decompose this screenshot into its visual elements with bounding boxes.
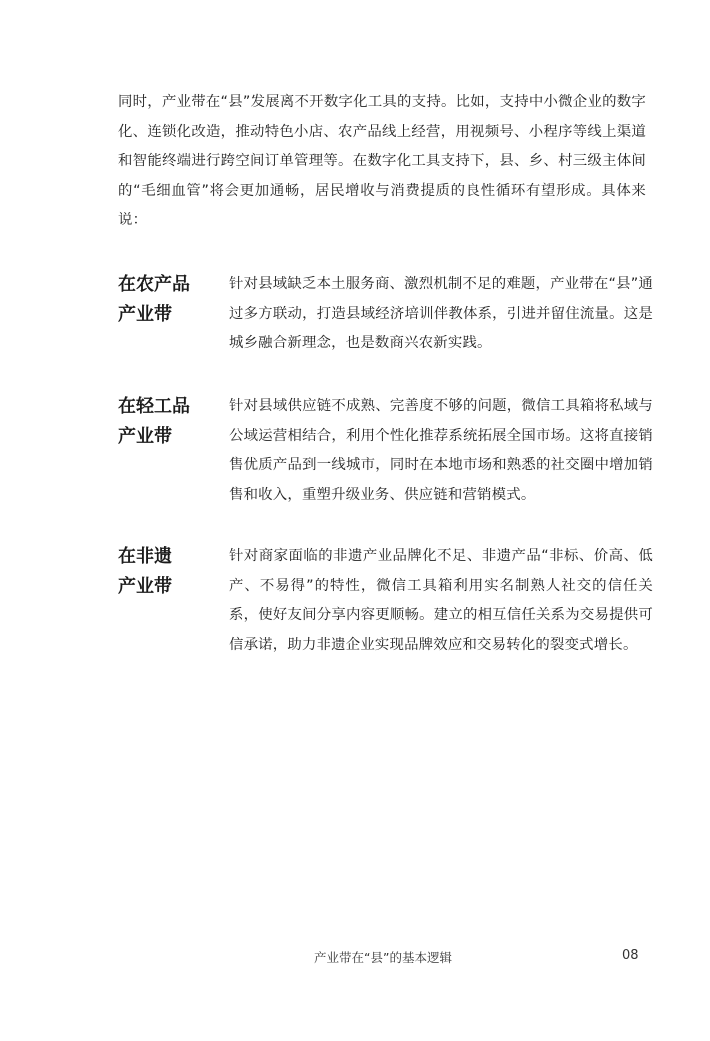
- section-body: 针对县域供应链不成熟、完善度不够的问题，微信工具箱将私域与公域运营相结合，利用个性化推荐系统拓展全国市场。这将直接销售优质产品到一线城市，同时在本地市场和熟悉的社交圈中增加销售和收入，重塑升级业务、供应链和营销模式。: [229, 398, 653, 503]
- section-heading-line1: 在轻工品: [118, 396, 190, 417]
- section-heading-line1: 在非遗: [118, 546, 172, 567]
- section-heading: [118, 392, 218, 452]
- section-heading-line2: 产业带: [118, 304, 172, 325]
- footer-title: 产业带在“县”的基本逻辑: [314, 950, 452, 965]
- section-heading-line2: 产业带: [118, 426, 172, 447]
- section-body: 针对县域缺乏本土服务商、激烈机制不足的难题，产业带在“县”通过多方联动，打造县域经济培训伴教体系，引进并留住流量。这是城乡融合新理念，也是数商兴农新实践。: [229, 276, 653, 352]
- section-heading: [118, 542, 218, 602]
- page-number: 08: [622, 948, 639, 963]
- section-body: 针对商家面临的非遗产业品牌化不足、非遗产品“非标、价高、低产、不易得”的特性，微信工具箱利用实名制熟人社交的信任关系，使好友间分享内容更顺畅。建立的相互信任关系为交易提供可信承诺，助力非遗企业实现品牌效应和交易转化的裂变式增长。: [229, 548, 653, 653]
- section-heading-line1: 在农产品: [118, 274, 190, 295]
- section-heading: [118, 270, 218, 330]
- intro-paragraph: 同时，产业带在“县”发展离不开数字化工具的支持。比如，支持中小微企业的数字化、连锁化改造，推动特色小店、农产品线上经营，用视频号、小程序等线上渠道和智能终端进行跨空间订单管理等。在数字化工具支持下，县、乡、村三级主体间的“毛细血管”将会更加通畅，居民增收与消费提质的良性循环有望形成。具体来说：: [118, 94, 646, 229]
- section-heading-line2: 产业带: [118, 576, 172, 597]
